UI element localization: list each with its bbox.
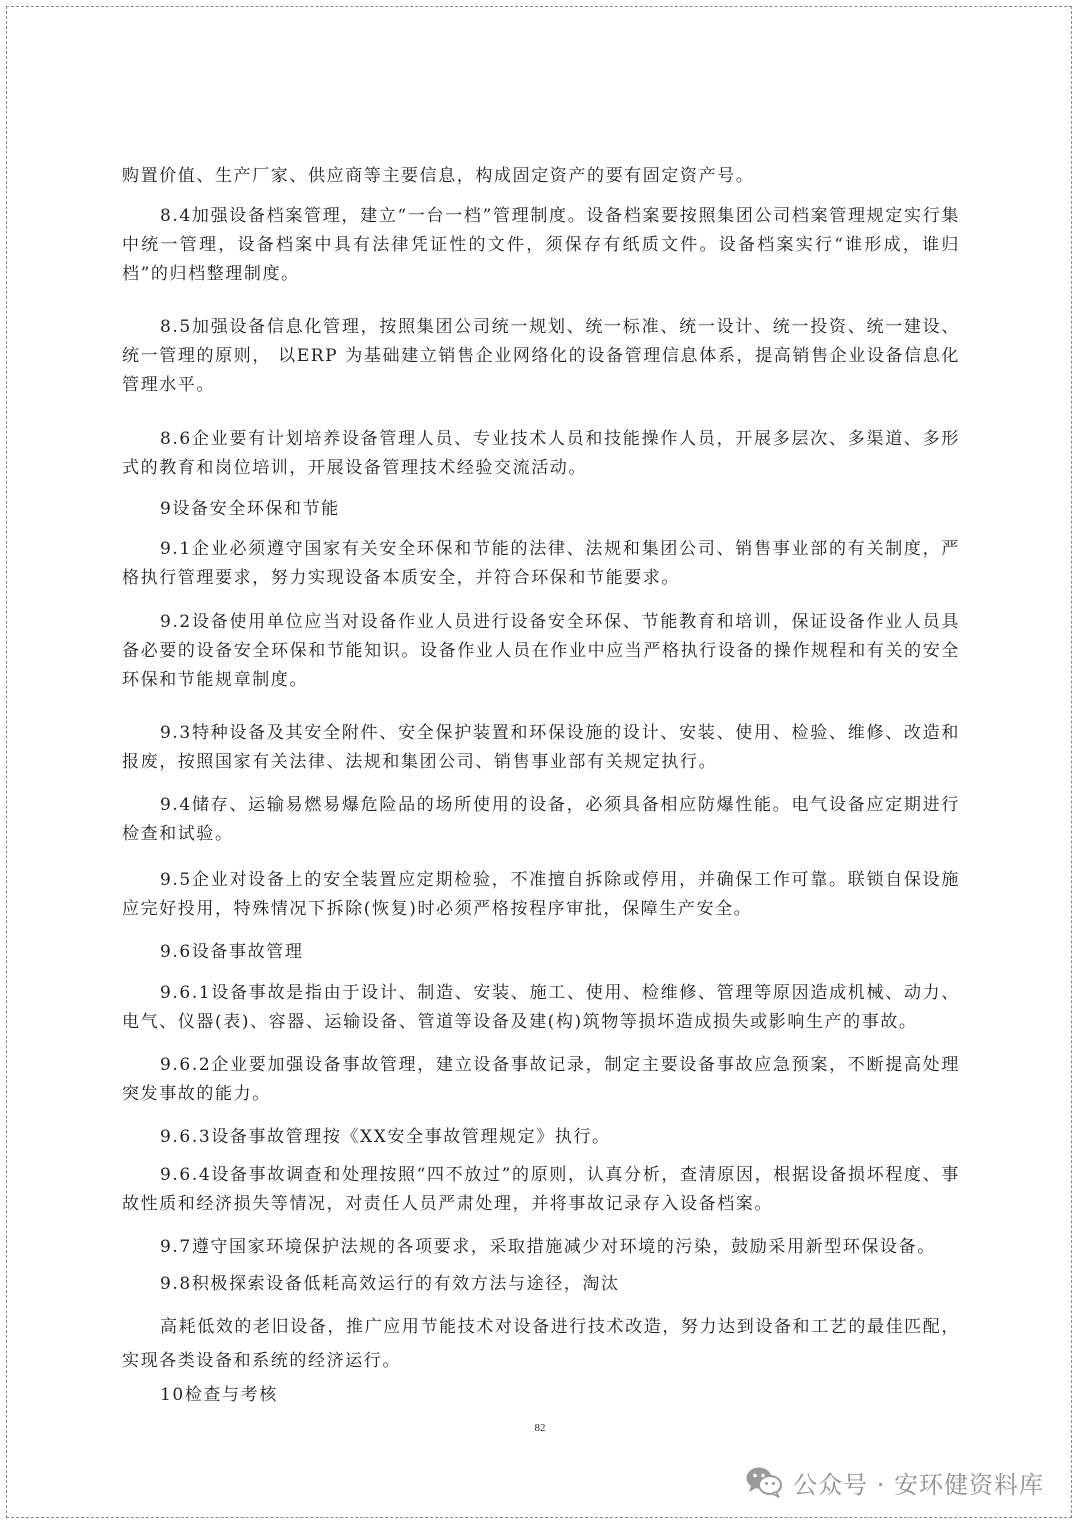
section-heading-9: 9设备安全环保和节能 (160, 499, 340, 519)
section-heading-9-6: 9.6设备事故管理 (160, 942, 304, 962)
paragraph-9-8: 9.8积极探索设备低耗高效运行的有效方法与途径，淘汰 (160, 1274, 620, 1294)
paragraph-9-4: 9.4储存、运输易燃易爆危险品的场所使用的设备，必须具备相应防爆性能。电气设备应定期进行检查和试验。 (122, 795, 960, 844)
wechat-icon (745, 1466, 783, 1498)
paragraph-9-5: 9.5企业对设备上的安全装置应定期检验，不准擅自拆除或停用，并确保工作可靠。联锁自保设施应完好投用，特殊情况下拆除(恢复)时必须严格按程序审批，保障生产安全。 (122, 870, 960, 919)
paragraph-fixed-asset-info: 购置价值、生产厂家、供应商等主要信息，构成固定资产的要有固定资产号。 (122, 166, 755, 186)
paragraph-9-6-3: 9.6.3设备事故管理按《XX安全事故管理规定》执行。 (160, 1127, 611, 1147)
paragraph-9-7: 9.7遵守国家环境保护法规的各项要求，采取措施减少对环境的污染，鼓励采用新型环保设备。 (160, 1237, 936, 1257)
section-heading-10: 10检查与考核 (160, 1385, 278, 1405)
paragraph-9-6-2: 9.6.2企业要加强设备事故管理，建立设备事故记录，制定主要设备事故应急预案，不断提高处理突发事故的能力。 (122, 1055, 960, 1104)
paragraph-8-5: 8.5加强设备信息化管理，按照集团公司统一规划、统一标准、统一设计、统一投资、统一建设、统一管理的原则， 以ERP 为基础建立销售企业网络化的设备管理信息体系，提高销售企业设备信息化管理水平。 (122, 317, 960, 395)
paragraph-9-6-4: 9.6.4设备事故调查和处理按照“四不放过”的原则，认真分析，查清原因，根据设备损坏程度、事故性质和经济损失等情况，对责任人员严肃处理，并将事故记录存入设备档案。 (122, 1165, 960, 1214)
paragraph-9-2: 9.2设备使用单位应当对设备作业人员进行设备安全环保、节能教育和培训，保证设备作业人员具备必要的设备安全环保和节能知识。设备作业人员在作业中应当严格执行设备的操作规程和有关的安全环保和节能规章制度。 (122, 612, 960, 690)
watermark-text: 公众号 · 安环健资料库 (793, 1470, 1044, 1499)
paragraph-9-1: 9.1企业必须遵守国家有关安全环保和节能的法律、法规和集团公司、销售事业部的有关制度，严格执行管理要求，努力实现设备本质安全，并符合环保和节能要求。 (122, 539, 960, 588)
page-number: 82 (534, 1422, 546, 1434)
paragraph-8-4: 8.4加强设备档案管理，建立“一台一档”管理制度。设备档案要按照集团公司档案管理规定实行集中统一管理，设备档案中具有法律凭证性的文件，须保存有纸质文件。设备档案实行“谁形成，谁归档”的归档整理制度。 (122, 206, 960, 284)
watermark (745, 1462, 1044, 1502)
paragraph-9-6-1: 9.6.1设备事故是指由于设计、制造、安装、施工、使用、检维修、管理等原因造成机械、动力、电气、仪器(表)、容器、运输设备、管道等设备及建(构)筑物等损坏造成损失或影响生产的事故。 (122, 983, 960, 1032)
paragraph-8-6: 8.6企业要有计划培养设备管理人员、专业技术人员和技能操作人员，开展多层次、多渠道、多形式的教育和岗位培训，开展设备管理技术经验交流活动。 (122, 429, 960, 478)
paragraph-9-3: 9.3特种设备及其安全附件、安全保护装置和环保设施的设计、安装、使用、检验、维修、改造和报废，按照国家有关法律、法规和集团公司、销售事业部有关规定执行。 (122, 723, 960, 772)
paragraph-9-8-continued: 高耗低效的老旧设备，推广应用节能技术对设备进行技术改造，努力达到设备和工艺的最佳匹配，实现各类设备和系统的经济运行。 (122, 1317, 960, 1371)
